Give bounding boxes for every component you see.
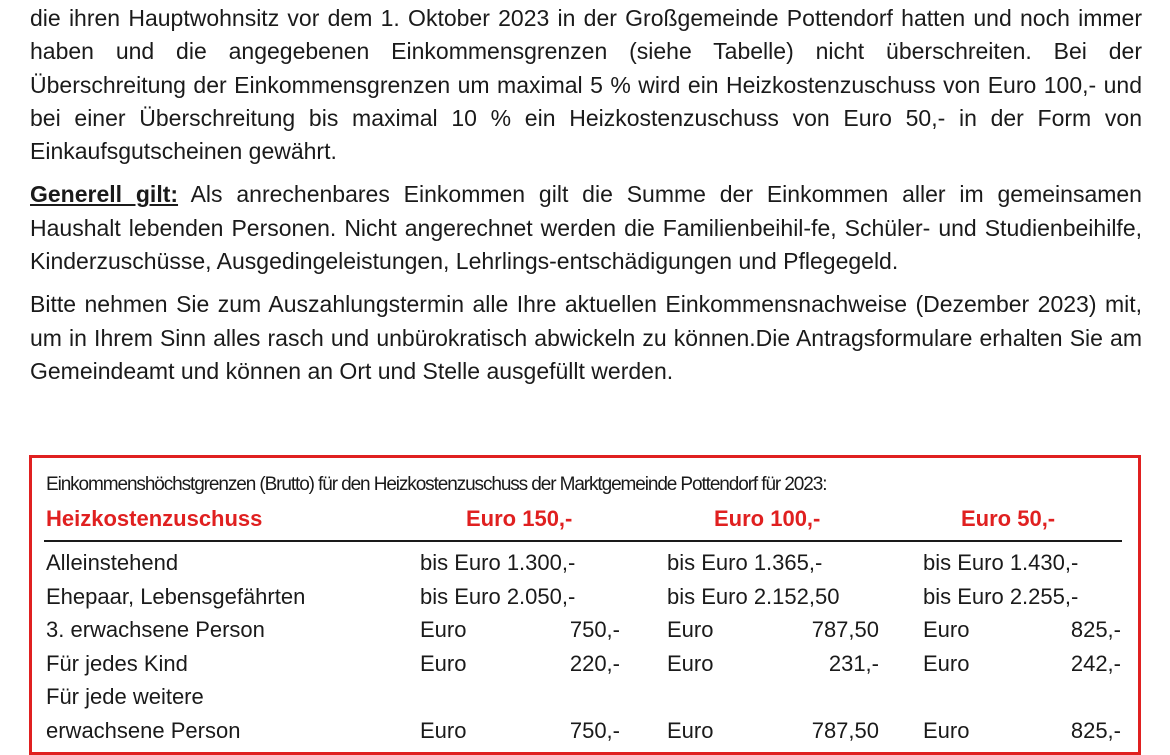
cell-euro-150: 750,- [569,617,620,643]
document-body [30,2,1142,388]
income-limits-table [29,455,1141,755]
header-heizkostenzuschuss: Heizkostenzuschuss [46,506,263,531]
cell-euro-150: bis Euro 2.050,- [420,583,576,609]
cell-euro-50: bis Euro 1.430,- [923,550,1079,575]
currency-label: Euro [667,617,714,643]
currency-label: Euro [923,650,970,676]
table-header-row [46,506,1126,536]
row-label: Ehepaar, Lebensgefährten [46,583,306,609]
currency-label: Euro [923,717,970,743]
cell-euro-150: 220,- [569,650,620,676]
table-title: Einkommenshöchstgrenzen (Brutto) für den Heizkostenzuschuss der Marktgemeinde Pottendorf für 2023: [46,474,827,495]
currency-label: Euro [420,650,467,676]
row-label: 3. erwachsene Person [46,617,265,643]
paragraph-generell-gilt [30,178,1142,278]
cell-euro-50: bis Euro 2.255,- [923,583,1079,609]
paragraph-text: die ihren Hauptwohnsitz vor dem 1. Oktober 2023 in der Großgemeinde Pottendorf hatten und noch immer haben und die angegebenen Einkommensgrenzen (siehe Tabelle) nicht überschreiten. Bei der Überschreitung der Einkommensgrenzen um maximal 5 % wird ein Heizkostenzuschuss von Euro 100,- und bei einer Überschreitung bis maximal 10 % ein Heizkostenzuschuss von Euro 50,- in der Form von Einkaufsgutscheinen gewährt. [30,5,1142,165]
paragraph-eligibility [30,2,1142,168]
currency-label: Euro [667,717,714,743]
currency-label: Euro [420,717,467,743]
cell-euro-50: 242,- [1070,650,1121,676]
row-label: Für jede weitere [46,684,204,710]
paragraph-text: Als anrechenbares Einkommen gilt die Summe der Einkommen aller im gemeinsamen Haushalt lebenden Personen. Nicht angerechnet werden die Familienbeihil-fe, Schüler- und Studienbeihilfe, Kinderzuschüsse, Ausgedingeleistungen, Lehrlings-entschädigungen und Pflegegeld. [30,181,1142,275]
currency-label: Euro [420,617,467,643]
table-row [46,718,1126,752]
header-euro-100: Euro 100,- [714,506,821,531]
currency-label: Euro [667,650,714,676]
header-euro-150: Euro 150,- [466,506,573,531]
paragraph-label: Generell gilt: [30,181,179,208]
header-divider [44,540,1122,542]
table-row [46,651,1126,685]
cell-euro-100: 231,- [828,650,879,676]
header-euro-50: Euro 50,- [961,506,1056,531]
row-label: Für jedes Kind [46,650,188,676]
row-label: Alleinstehend [46,550,179,575]
currency-label: Euro [923,617,970,643]
cell-euro-150: 750,- [569,717,620,743]
table-row [46,684,1126,718]
cell-euro-100: bis Euro 1.365,- [667,550,823,575]
cell-euro-150: bis Euro 1.300,- [420,550,576,575]
cell-euro-100: 787,50 [811,717,879,743]
table-row [46,617,1126,651]
cell-euro-50: 825,- [1070,717,1121,743]
cell-euro-50: 825,- [1070,617,1121,643]
cell-euro-100: bis Euro 2.152,50 [667,583,840,609]
paragraph-instructions [30,288,1142,388]
table-row [46,584,1126,618]
paragraph-text: Bitte nehmen Sie zum Auszahlungstermin alle Ihre aktuellen Einkommensnachweise (Dezember 2023) mit, um in Ihrem Sinn alles rasch und unbürokratisch abwickeln zu können.Die Antragsformulare erhalten Sie am Gemeindeamt und können an Ort und Stelle ausgefüllt werden. [30,291,1142,384]
table-body [46,550,1126,752]
table-row [46,550,1126,584]
cell-euro-100: 787,50 [811,617,879,643]
row-label: erwachsene Person [46,717,241,743]
